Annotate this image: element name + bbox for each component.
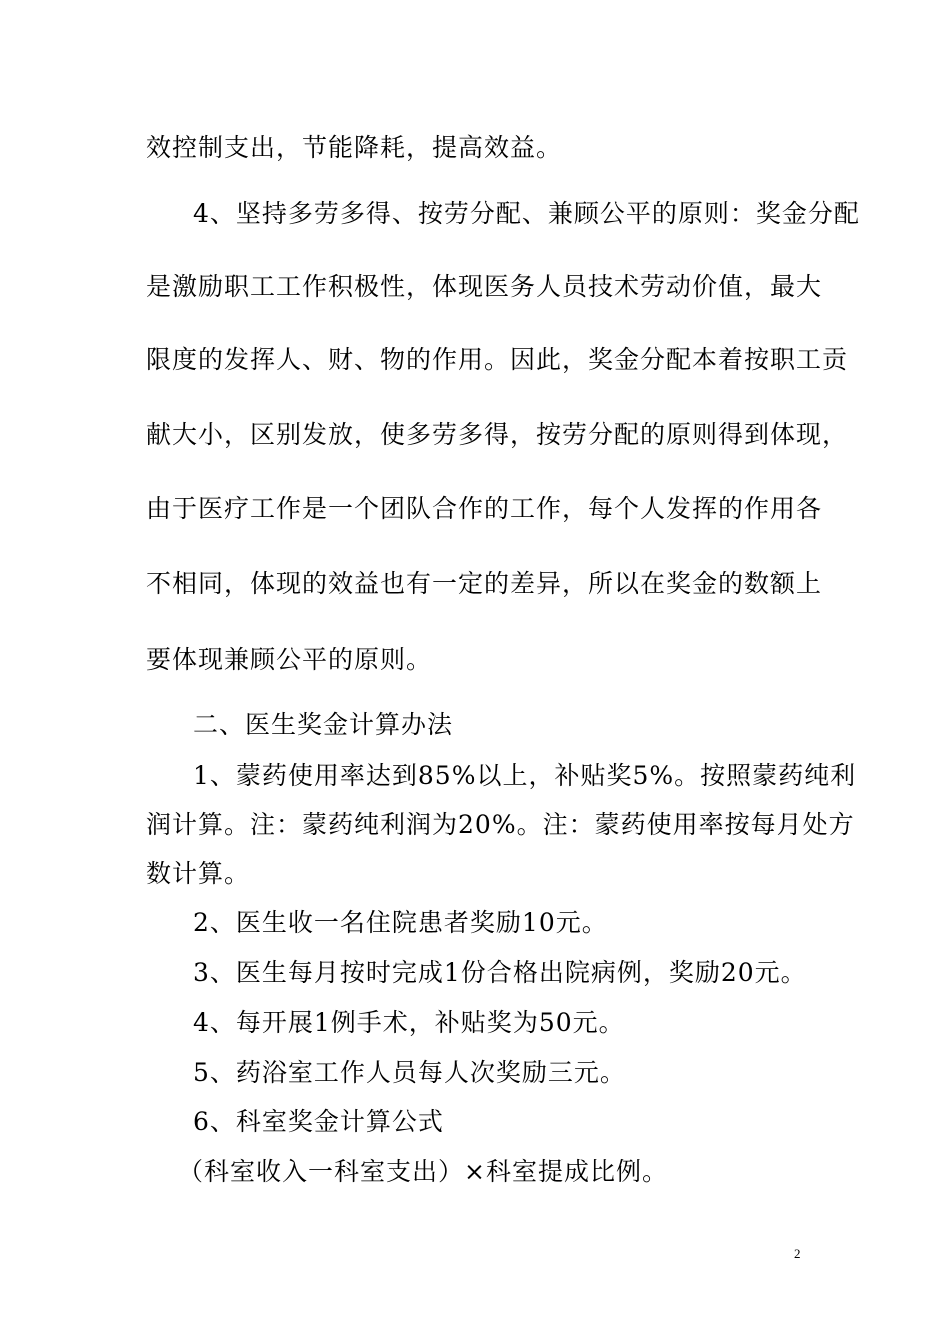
text-line-4: 限度的发挥人、财、物的作用。因此，奖金分配本着按职工贡 (146, 345, 849, 374)
text-line-14: 3、医生每月按时完成1份合格出院病例，奖励20元。 (193, 958, 807, 987)
page-number: 2 (794, 1246, 801, 1261)
section-heading: 二、医生奖金计算办法 (193, 710, 454, 739)
text-line-11: 润计算。注：蒙药纯利润为20%。注：蒙药使用率按每月处方 (146, 810, 855, 839)
text-line-16: 5、药浴室工作人员每人次奖励三元。 (193, 1058, 626, 1087)
formula-line: （科室收入一科室支出）×科室提成比例。 (178, 1157, 668, 1186)
text-line-17: 6、科室奖金计算公式 (193, 1107, 444, 1136)
text-line-6: 由于医疗工作是一个团队合作的工作，每个人发挥的作用各 (146, 494, 823, 523)
text-line-8: 要体现兼顾公平的原则。 (146, 645, 433, 674)
text-line-7: 不相同，体现的效益也有一定的差异，所以在奖金的数额上 (146, 569, 823, 598)
text-line-5: 献大小，区别发放，使多劳多得，按劳分配的原则得到体现， (146, 420, 849, 449)
text-line-10: 1、蒙药使用率达到85%以上，补贴奖5%。按照蒙药纯利 (193, 761, 857, 790)
text-line-15: 4、每开展1例手术，补贴奖为50元。 (193, 1008, 625, 1037)
text-line-2: 4、坚持多劳多得、按劳分配、兼顾公平的原则：奖金分配 (193, 199, 860, 228)
text-line-1: 效控制支出，节能降耗，提高效益。 (146, 133, 563, 162)
text-line-13: 2、医生收一名住院患者奖励10元。 (193, 908, 608, 937)
text-line-3: 是激励职工工作积极性，体现医务人员技术劳动价值，最大 (146, 272, 823, 301)
text-line-12: 数计算。 (146, 859, 251, 888)
